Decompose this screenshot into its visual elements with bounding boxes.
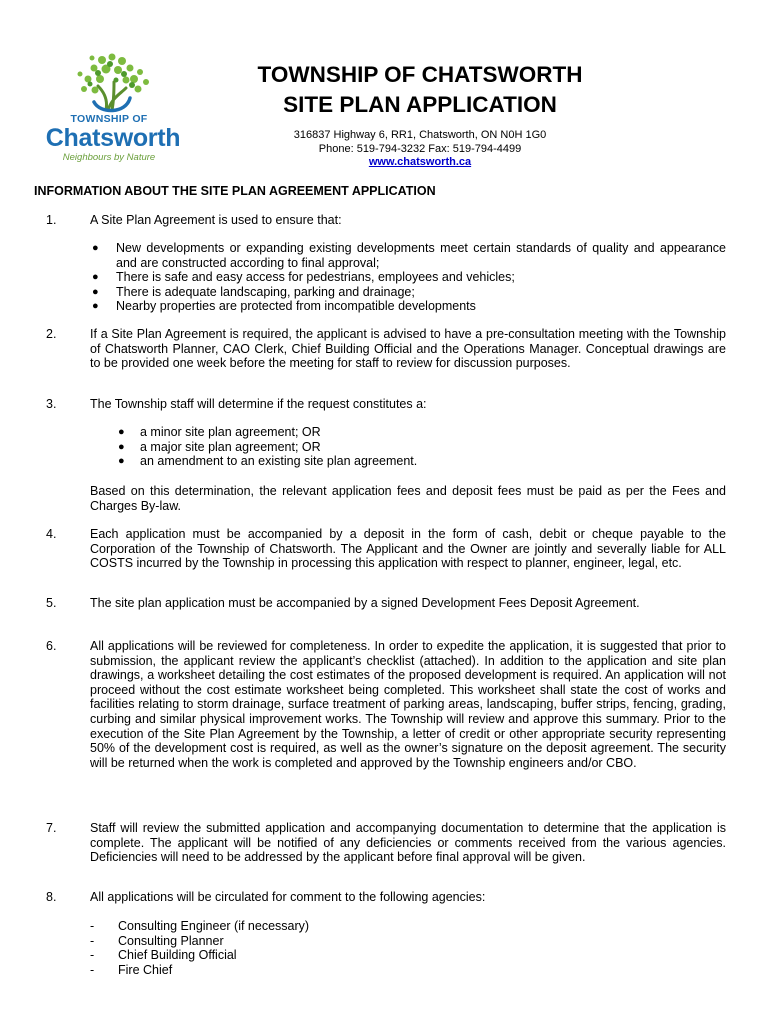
list-item: - Consulting Engineer (if necessary) — [90, 919, 310, 933]
tree-icon — [34, 52, 190, 114]
address-line: 316837 Highway 6, RR1, Chatsworth, ON N0H 1G0 — [293, 129, 547, 141]
bullet-text: New developments or expanding existing developments meet certain standards of quality and appearance and are constructed according to final approval; — [116, 241, 726, 270]
dash-list — [90, 919, 718, 977]
item-number: 8. — [46, 890, 57, 904]
bullet-text: a minor site plan agreement; OR — [140, 425, 321, 439]
item-text: If a Site Plan Agreement is required, the applicant is advised to have a pre-consultation meeting with the Township of Chatsworth Planner, CAO Clerk, Chief Building Official and the Operations Manager. Conceptual drawings are to be provided one week before the meeting for staff to review for discussion purposes. — [90, 327, 726, 371]
list-item: ● New developments or expanding existing developments meet certain standards of quality and appearance and are constructed according to final approval; — [92, 241, 726, 270]
logo-township-label: TOWNSHIP OF — [70, 113, 148, 125]
document-title-line2: SITE PLAN APPLICATION — [283, 92, 557, 117]
item-number: 3. — [46, 397, 57, 411]
item-text: A Site Plan Agreement is used to ensure that: — [90, 213, 342, 227]
list-item: ● a minor site plan agreement; OR — [118, 425, 321, 439]
item-followup-text: Based on this determination, the relevant application fees and deposit fees must be paid as per the Fees and Charges By-law. — [90, 484, 726, 513]
bullet-list — [92, 241, 726, 314]
item-text: All applications will be reviewed for completeness. In order to expedite the application, it is suggested that prior to submission, the applicant review the applicant’s checklist (attached). In addition to the application and site plan drawings, a worksheet detailing the cost estimates of the proposed development is required. An application will not proceed without the cost estimate worksheet being completed. This worksheet shall state the cost of works and facilities relating to storm drainage, surface treatment of parking areas, landscaping, buffer strips, fencing, grading, curbing and similar physical improvement works. The Township will review and approve this summary. Prior to the execution of the Site Plan Agreement by the Township, a letter of credit or other appropriate security representing 50% of the development cost is required, as well as the owner’s signature on the deposit agreement. The security will be returned when the work is completed and approved by the Township engineers and/or CBO. — [90, 639, 726, 770]
list-item: ● a major site plan agreement; OR — [118, 439, 321, 454]
item-text: Each application must be accompanied by a deposit in the form of cash, debit or cheque payable to the Corporation of the Township of Chatsworth. The Applicant and the Owner are jointly and severally liable for ALL COSTS incurred by the Township in processing this application with respect to planner, engineer, legal, etc. — [90, 527, 726, 571]
list-item: ● an amendment to an existing site plan agreement. — [118, 454, 418, 469]
agency-name: Fire Chief — [118, 962, 173, 977]
item-number: 4. — [46, 527, 57, 541]
logo-wordmark: Chatsworth — [45, 124, 181, 152]
phone-fax-line: Phone: 519-794-3232 Fax: 519-794-4499 — [318, 142, 522, 155]
agency-name: Consulting Engineer (if necessary) — [118, 919, 310, 933]
agency-name: Chief Building Official — [118, 948, 237, 963]
bullet-list — [118, 425, 726, 469]
bullet-text: an amendment to an existing site plan agreement. — [140, 454, 418, 469]
item-number: 5. — [46, 596, 57, 610]
website-link[interactable]: www.chatsworth.ca — [368, 156, 472, 168]
document-header — [205, 60, 635, 170]
list-item: ● There is adequate landscaping, parking and drainage; — [92, 284, 415, 299]
item-number: 6. — [46, 639, 57, 653]
list-item: ● There is safe and easy access for pedestrians, employees and vehicles; — [92, 270, 515, 285]
list-item: - Chief Building Official — [90, 948, 237, 963]
item-text: The Township staff will determine if the request constitutes a: — [90, 397, 427, 411]
item-number: 2. — [46, 327, 57, 341]
bullet-text: Nearby properties are protected from incompatible developments — [116, 299, 476, 314]
agency-name: Consulting Planner — [118, 933, 224, 948]
logo-tagline: Neighbours by Nature — [62, 152, 156, 163]
bullet-text: There is safe and easy access for pedestrians, employees and vehicles; — [116, 270, 515, 285]
item-number: 1. — [46, 213, 57, 227]
bullet-text: a major site plan agreement; OR — [140, 439, 321, 454]
list-item: - Fire Chief — [90, 962, 173, 977]
item-text: All applications will be circulated for comment to the following agencies: — [90, 890, 486, 904]
township-logo — [34, 52, 190, 162]
list-item: ● Nearby properties are protected from incompatible developments — [92, 299, 476, 314]
list-item: - Consulting Planner — [90, 933, 224, 948]
item-text: Staff will review the submitted application and accompanying documentation to determine that the application is complete. The applicant will be notified of any deficiencies or comments received from the various agencies. Deficiencies will need to be addressed by the applicant before final approval will be given. — [90, 821, 726, 865]
item-number: 7. — [46, 821, 57, 835]
section-heading: INFORMATION ABOUT THE SITE PLAN AGREEMENT APPLICATION — [34, 184, 436, 198]
item-text: The site plan application must be accompanied by a signed Development Fees Deposit Agreement. — [90, 596, 640, 610]
document-title-line1: TOWNSHIP OF CHATSWORTH — [257, 62, 583, 87]
bullet-text: There is adequate landscaping, parking and drainage; — [116, 284, 415, 299]
